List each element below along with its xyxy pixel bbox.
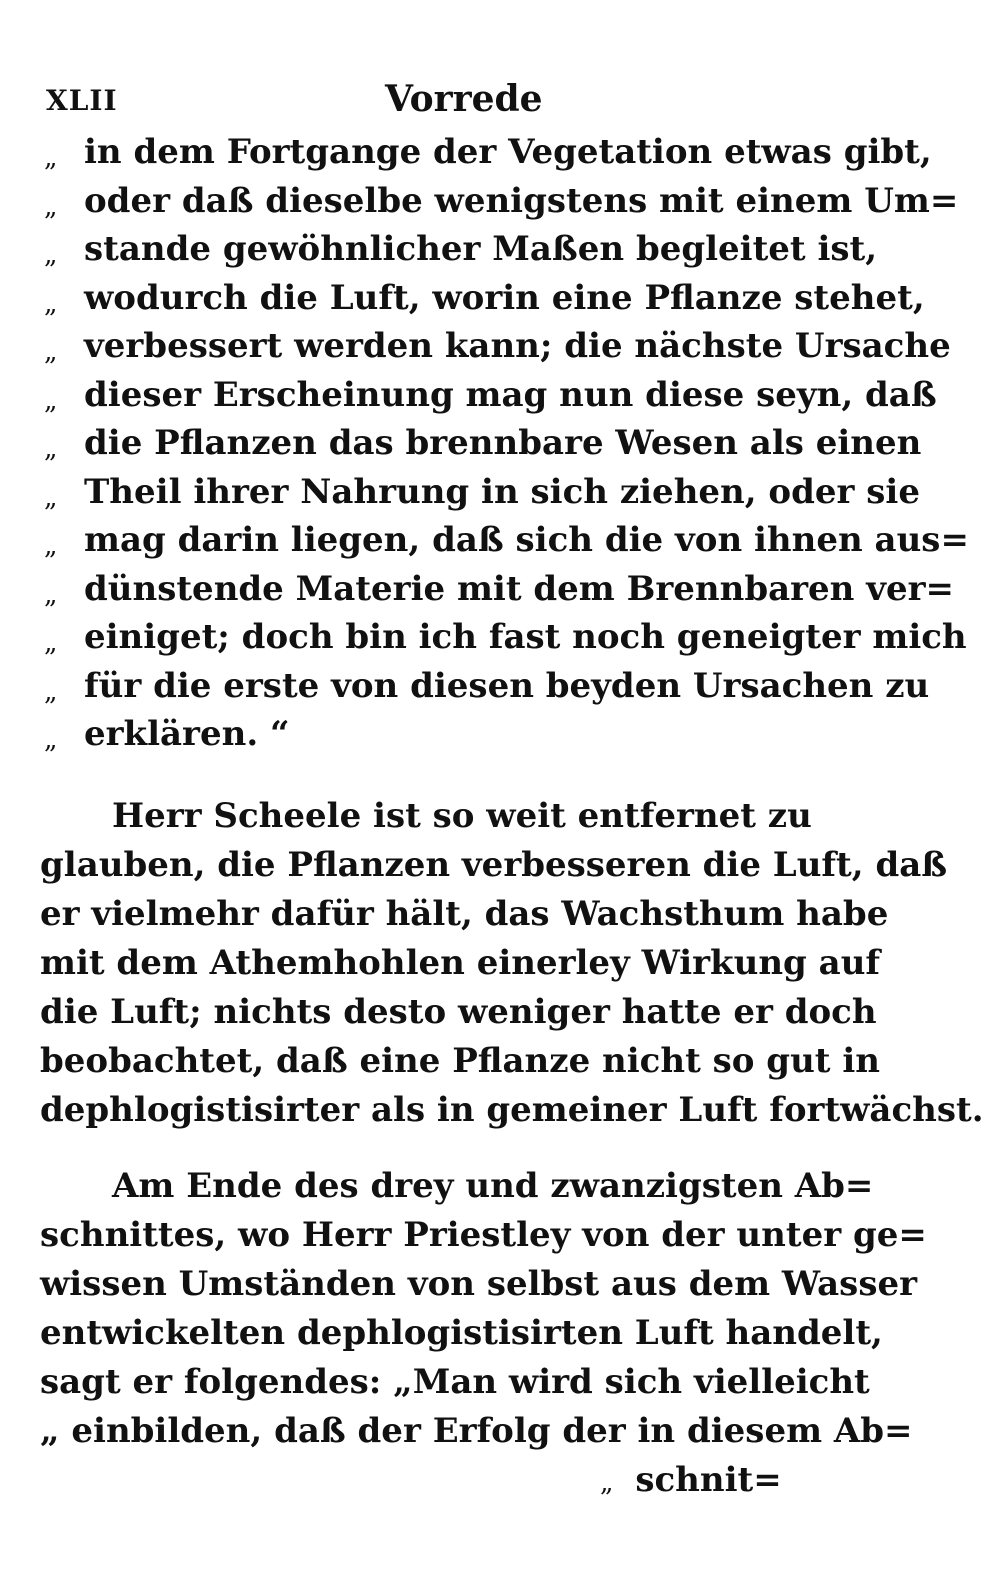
quote-line [40,419,922,468]
paragraph-scheele [40,792,984,1135]
quote-line-text: oder daß dieselbe wenigstens mit einem Um= [84,180,959,221]
quote-line-text: wodurch die Luft, worin eine Pflanze stehet, [84,277,925,318]
text-line: „ einbilden, daß der Erfolg der in diesem Ab= [40,1411,913,1451]
paragraph-priestley [40,1162,927,1456]
quote-mark: „ [44,337,58,367]
quote-line [40,225,878,274]
text-line: mit dem Athemhohlen einerley Wirkung auf [40,943,881,983]
quote-mark: „ [44,628,58,658]
quote-mark: „ [44,240,58,270]
quote-line-text: stande gewöhnlicher Maßen begleitet ist, [84,229,878,269]
catchword [600,1460,782,1500]
quote-line-text: Theil ihrer Nahrung in sich ziehen, oder sie [84,471,920,512]
quote-mark: „ [44,143,58,173]
quote-mark: „ [44,385,58,416]
text-line: Am Ende des drey und zwanzigsten Ab= [112,1166,874,1206]
quote-line [40,371,937,420]
quote-mark: „ [44,288,58,319]
text-line: dephlogistisirter als in gemeiner Luft fortwächst. [40,1090,984,1130]
text-line: die Luft; nichts desto weniger hatte er doch [40,992,877,1032]
quote-line [40,177,959,226]
quote-line-text: dünstende Materie mit dem Brennbaren ver= [84,568,955,609]
quote-mark: „ [600,1468,614,1498]
running-head: Vorrede [385,78,543,120]
text-line: wissen Umständen von selbst aus dem Wasser [40,1264,918,1304]
page-header [40,78,800,126]
quote-line [40,613,967,662]
text-line: Herr Scheele ist so weit entfernet zu [112,796,812,836]
catchword-text: schnit= [635,1460,782,1500]
quote-line [40,516,969,565]
quote-line-text: in dem Fortgange der Vegetation etwas gibt, [84,132,932,172]
quote-mark: „ [44,676,58,707]
quote-line-text: verbessert werden kann; die nächste Ursache [84,326,951,366]
text-line: glauben, die Pflanzen verbesseren die Luft, daß [40,845,948,885]
quote-line [40,565,955,614]
quote-line-text: erklären. “ [84,714,290,754]
quote-line [40,468,920,517]
quote-line [40,322,951,371]
text-line: beobachtet, daß eine Pflanze nicht so gut in [40,1041,880,1081]
quote-mark: „ [44,579,58,610]
text-line: schnittes, wo Herr Priestley von der unter ge= [40,1215,927,1255]
quote-line-text: mag darin liegen, daß sich die von ihnen aus= [84,520,969,560]
text-line: er vielmehr dafür hält, das Wachsthum habe [40,894,889,934]
quote-line-text: für die erste von diesen beyden Ursachen zu [84,665,930,706]
quote-mark: „ [44,725,58,755]
quote-line-text: die Pflanzen das brennbare Wesen als einen [84,423,922,463]
quote-mark: „ [44,191,58,222]
text-line: sagt er folgendes: „Man wird sich vielleicht [40,1362,870,1402]
quote-line [40,710,800,759]
quote-mark: „ [44,531,58,561]
quotation-block [40,128,969,759]
quote-mark: „ [44,434,58,464]
text-line: entwickelten dephlogistisirten Luft handelt, [40,1313,883,1353]
quote-line [40,662,930,711]
page-number: XLII [46,84,118,117]
quote-line [40,274,925,323]
quote-line [40,128,932,177]
quote-line-text: einiget; doch bin ich fast noch geneigter mich [84,617,967,657]
quote-mark: „ [44,482,58,513]
quote-line-text: dieser Erscheinung mag nun diese seyn, daß [84,374,937,415]
